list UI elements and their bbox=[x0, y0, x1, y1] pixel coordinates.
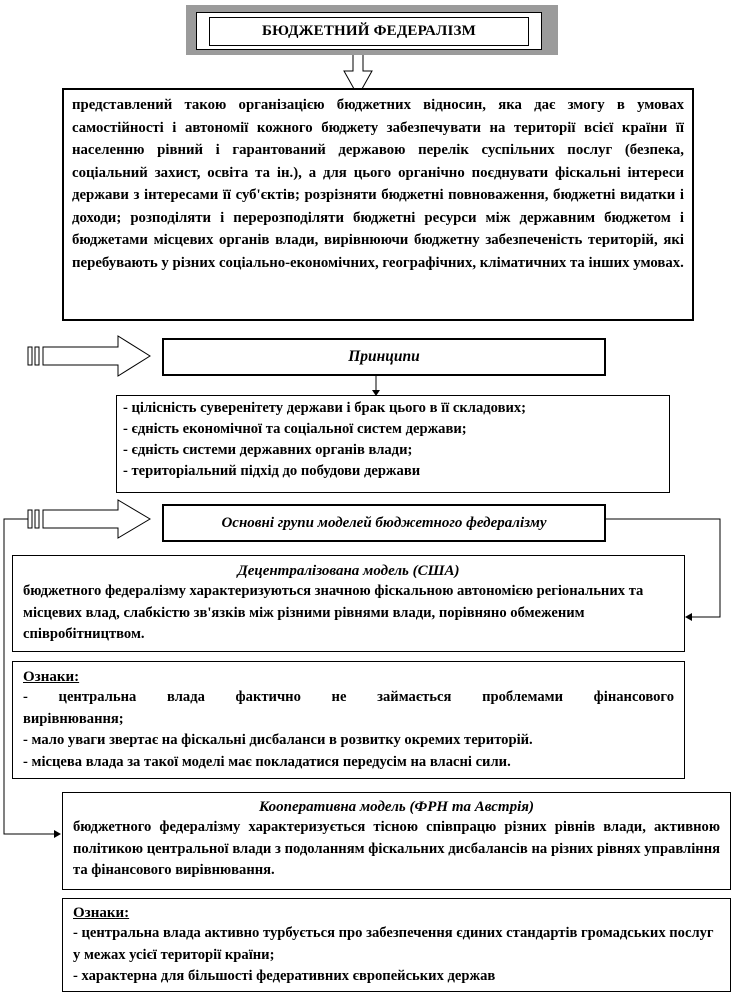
decentralized-feature-item: - мало уваги звертає на фіскальні дисбаланси в розвитку окремих територій. bbox=[23, 732, 533, 748]
decentralized-model-title: Децентралізована модель (США) bbox=[237, 563, 460, 579]
principles-right-arrow bbox=[28, 336, 150, 376]
decentralized-model-text: бюджетного федералізму характеризуються значною фіскальною автономією регіональних та місцевих влад, слабкістю зв'язків між різними рівнями влади, порівняно обмеженим співробітництвом. bbox=[23, 583, 644, 642]
decentralized-features-box bbox=[12, 661, 685, 779]
cooperative-feature-item: - характерна для більшості федеративних європейських держав bbox=[73, 968, 496, 984]
definition-box bbox=[62, 88, 694, 321]
groups-title-box bbox=[162, 504, 606, 542]
definition-text: представлений такою організацією бюджетних відносин, яка дає змогу в умовах самостійності і автономії кожного бюджету забезпечувати на території всієї країни її населенню рівний і гарантований державою перелік суспільних послуг (безпека, соціальний захист, освіта та ін.), а для цього органічно поєднувати фіскальні інтереси держави з інтересами її суб'єктів; розрізняти бюджетні повноваження, бюджетні видатки і доходи; розподіляти і перерозподіляти бюджетні ресурси між державним бюджетом і бюджетами місцевих органів влади, вирівнюючи бюджетну забезпеченість територій, які перебувають у різних соціально-економічних, географічних, кліматичних та інших умовах. bbox=[72, 97, 684, 271]
groups-right-arrow bbox=[28, 500, 150, 538]
principles-title: Принципи bbox=[348, 348, 420, 365]
cooperative-features-title: Ознаки: bbox=[73, 905, 130, 921]
principle-item: - територіальний підхід до побудови держави bbox=[123, 463, 421, 479]
cooperative-model-text: бюджетного федералізму характеризується тісною співпрацю різних рівнів влади, активною політикою центральної влади з подоланням фіскальних дисбалансів на різних рівнях управління та фінансового вирівнювання. bbox=[73, 819, 720, 878]
cooperative-feature-item: - центральна влада активно турбується про забезпечення єдиних стандартів громадських послуг у межах усієї території країни; bbox=[73, 925, 714, 963]
principle-item: - єдність економічної та соціальної систем держави; bbox=[123, 421, 467, 437]
cooperative-model-box bbox=[62, 792, 731, 890]
decentralized-feature-item: - місцева влада за такої моделі має покладатися передусім на власні сили. bbox=[23, 753, 511, 770]
decentralized-model-box bbox=[12, 555, 685, 652]
principle-item: - єдність системи державних органів влади; bbox=[123, 442, 413, 458]
title-box bbox=[196, 12, 542, 50]
cooperative-model-title: Кооперативна модель (ФРН та Австрія) bbox=[259, 799, 534, 815]
groups-title: Основні групи моделей бюджетного федералізму bbox=[221, 514, 547, 531]
page-title: БЮДЖЕТНИЙ ФЕДЕРАЛІЗМ bbox=[209, 17, 529, 46]
principles-list bbox=[123, 398, 669, 482]
principles-title-box bbox=[162, 338, 606, 376]
cooperative-features-box bbox=[62, 898, 731, 992]
principles-list-box bbox=[116, 395, 670, 493]
decentralized-features-title: Ознаки: bbox=[23, 669, 80, 685]
decentralized-feature-item: - центральна влада фактично не займається проблемами фінансового вирівнювання; bbox=[23, 689, 674, 727]
principle-item: - цілісність суверенітету держави і брак цього в її складових; bbox=[123, 400, 527, 416]
